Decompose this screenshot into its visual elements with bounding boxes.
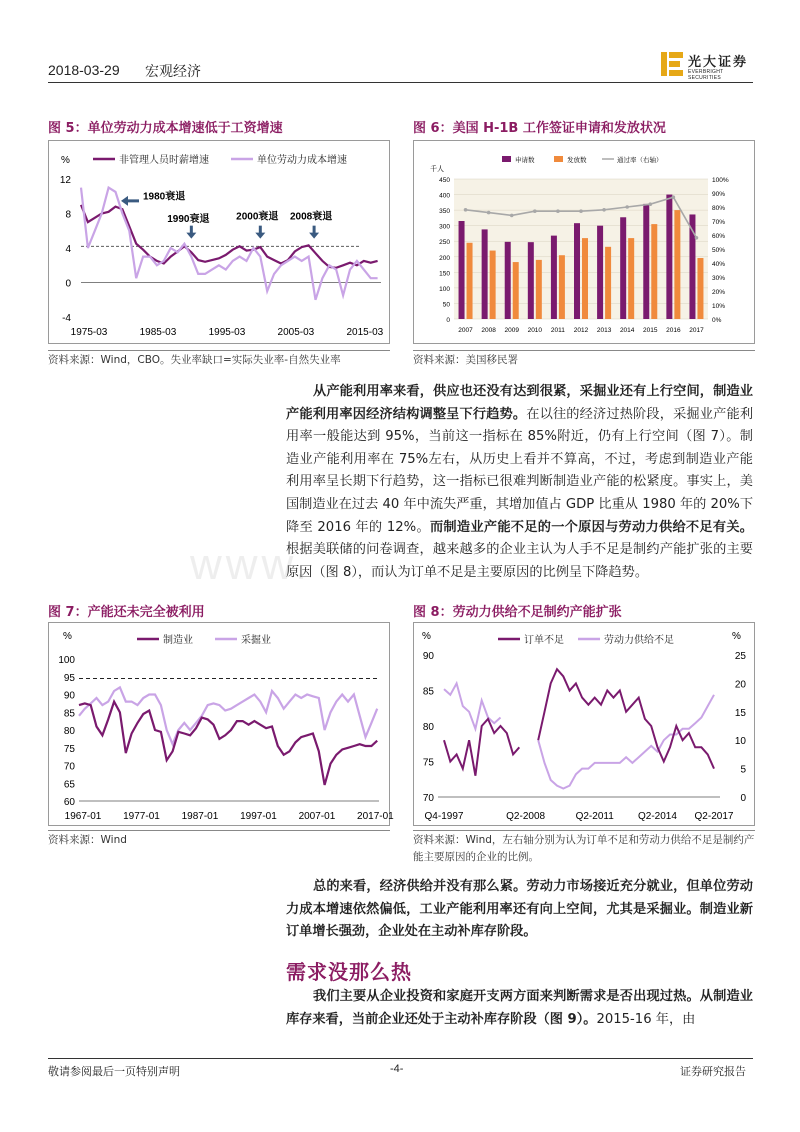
fig8-xtick: Q2-2017	[694, 811, 734, 822]
report-date: 2018-03-29	[48, 62, 120, 78]
fig7-ytick: 90	[63, 690, 75, 702]
fig6-legend-label: 发放数	[567, 157, 587, 164]
fig5-legend-ulc-label: 单位劳动力成本增速	[257, 155, 347, 166]
fig6-point-rate	[464, 208, 468, 212]
fig8-y2tick: 10	[734, 736, 746, 748]
fig7-xtick: 1997-01	[240, 811, 277, 822]
figure6-title: 图 6：美国 H-1B 工作签证申请和发放状况	[413, 121, 666, 136]
logo-mark-icon	[660, 51, 684, 77]
fig7-ytick: 75	[63, 743, 75, 755]
fig5-ytick: 8	[65, 209, 71, 221]
fig8-ytick: 75	[422, 757, 434, 769]
footer-disclaimer: 敬请参阅最后一页特别声明	[48, 1065, 180, 1078]
fig8-xtick: Q4-1997	[424, 811, 464, 822]
fig6-bar-applications	[666, 195, 672, 319]
fig8-series-line-orders	[444, 669, 714, 776]
fig6-ytick: 400	[439, 192, 450, 200]
page-number: -4-	[390, 1063, 404, 1075]
fig6-y2tick: 50%	[712, 247, 726, 254]
fig7-xtick: 1987-01	[181, 811, 219, 822]
fig6-xtick: 2013	[596, 327, 612, 334]
fig5-legend-wage-label: 非管理人员时薪增速	[119, 155, 209, 166]
fig5-arrow-head-icon	[309, 233, 319, 239]
fig6-ytick: 300	[439, 223, 450, 231]
fig6-point-rate	[625, 205, 629, 209]
paragraph-summary	[286, 876, 753, 944]
fig6-ytick: 450	[439, 177, 450, 184]
fig6-xtick: 2008	[481, 327, 496, 334]
paragraph-demand	[286, 986, 753, 1031]
fig6-bar-issued	[605, 247, 611, 319]
para1-bold1: 从产能利用率来看，供应也还没有达到很紧，采掘业还有上行空间，制造业产能利用率因经济结构调整呈下行趋势。	[286, 384, 753, 422]
fig5-ytick: 4	[65, 244, 71, 255]
fig5-series-line	[81, 205, 378, 268]
footer-divider	[48, 1058, 753, 1059]
fig5-xtick: 2015-03	[346, 327, 384, 338]
fig8-xtick: Q2-2014	[638, 811, 677, 822]
fig6-y2tick: 30%	[712, 275, 726, 282]
fig6-legend-label: 申请数	[515, 157, 535, 164]
fig6-y2tick: 10%	[712, 303, 726, 310]
fig6-xtick: 2016	[666, 327, 681, 334]
fig7-ytick: 95	[63, 672, 75, 684]
fig7-ytick: 70	[63, 761, 75, 773]
fig6-bar-applications	[643, 204, 649, 319]
fig5-annotation: 1990衰退	[167, 214, 210, 226]
fig6-xtick: 2017	[689, 327, 704, 334]
fig6-bar-issued	[697, 258, 703, 319]
fig8-ytick: 70	[422, 793, 434, 804]
figure7-title: 图 7：产能还未完全被利用	[48, 605, 205, 620]
fig8-y2tick: 20	[734, 679, 746, 691]
company-logo	[660, 50, 756, 80]
fig6-y2tick: 20%	[712, 289, 726, 296]
fig8-y2tick: 25	[734, 651, 746, 662]
para2-bold1: 总的来看，经济供给并没有那么紧。劳动力市场接近充分就业，但单位劳动力成本增速依然偏低，工业产能利用率还有向上空间，尤其是采掘业。制造业新订单增长强劲，企业处在主动补库存阶段。	[286, 879, 753, 940]
fig7-ytick: 80	[63, 726, 75, 737]
fig6-bar-issued	[467, 243, 473, 319]
fig6-ytick: 350	[439, 208, 450, 216]
figure5-chart	[48, 140, 390, 344]
fig6-xtick: 2007	[458, 327, 473, 334]
fig6-bar-applications	[459, 221, 465, 319]
fig6-bar-applications	[574, 223, 580, 319]
fig6-ytick: 100	[439, 285, 450, 293]
fig6-y2tick: 40%	[712, 261, 726, 268]
fig6-xtick: 2012	[573, 327, 589, 334]
figure6-chart	[413, 140, 755, 344]
para1-text1: 在以往的经济过热阶段，采掘业产能利用率一般能达到 95%，当前这一指标在 85%附近，仍有上行空间（图 7）。制造业产能利用率在 75%左右，从历史上看并不算高，不过，考虑到制造业产能利用率呈长期下行趋势，这一指标已很难判断制造业产能的松紧度。事实上，美国制造业在过去 40 年中流失严重，其增加值占 GDP 比重从 1980 年的 20%下降至 2016 年的 12%。	[286, 406, 754, 535]
fig8-y2tick: 5	[740, 764, 746, 776]
fig8-ytick: 90	[422, 651, 434, 662]
report-section: 宏观经济	[145, 64, 201, 80]
fig6-xtick: 2009	[504, 327, 519, 334]
fig6-y2tick: 100%	[712, 177, 729, 184]
para3-text1: 2015-16 年，由	[596, 1011, 696, 1027]
fig6-point-rate	[672, 195, 676, 199]
fig6-point-rate	[579, 209, 583, 213]
fig5-xtick: 1995-03	[208, 327, 246, 338]
fig6-bar-issued	[513, 262, 519, 319]
fig8-ytick: 85	[422, 686, 434, 698]
logo-text-en: EVERBRIGHT SECURITIES	[688, 69, 724, 81]
fig6-point-rate	[695, 236, 699, 240]
fig7-series-line	[79, 702, 377, 785]
footer-report-type: 证券研究报告	[680, 1065, 746, 1078]
fig5-annotation: 2000衰退	[236, 211, 279, 223]
fig6-xtick: 2014	[619, 327, 635, 334]
figure8-rule	[413, 830, 755, 831]
fig7-xtick: 2017-01	[357, 811, 394, 822]
fig7-ytick: 100	[58, 655, 75, 666]
watermark: www.	[190, 540, 312, 589]
fig6-y2tick: 0%	[712, 317, 722, 324]
figure8-chart	[413, 622, 755, 826]
figure7-chart	[48, 622, 394, 826]
para1-text2: 根据美联储的问卷调查，越来越多的企业主认为人手不足是制约产能扩张的主要原因（图 8），而认为订单不足是主要原因的比例呈下降趋势。	[286, 542, 753, 580]
fig5-ytick: -4	[62, 313, 71, 324]
figure6-source: 资料来源：美国移民署	[413, 354, 518, 366]
figure5-svg	[49, 141, 389, 343]
fig6-bar-applications	[528, 242, 534, 319]
fig5-annotation: 1980衰退	[143, 191, 186, 203]
fig8-y2tick: 0	[740, 793, 746, 804]
fig6-bar-applications	[505, 242, 511, 319]
fig6-bar-issued	[536, 260, 542, 319]
fig6-point-rate	[510, 214, 514, 218]
paragraph-supply	[286, 381, 753, 584]
fig8-xtick: Q2-2008	[506, 811, 546, 822]
fig8-legend-orders-label: 订单不足	[524, 635, 564, 646]
fig5-ylabel: %	[61, 155, 70, 166]
fig6-bar-applications	[551, 236, 557, 319]
fig6-legend-swatch	[554, 156, 563, 162]
fig5-xtick: 1985-03	[139, 327, 177, 338]
fig7-ytick: 60	[63, 797, 75, 808]
figure5-rule	[48, 350, 390, 351]
fig7-ytick: 65	[63, 779, 75, 791]
fig6-xtick: 2015	[643, 327, 658, 334]
fig7-ytick: 85	[63, 708, 75, 720]
header-divider	[48, 82, 753, 83]
fig7-xtick: 1967-01	[64, 811, 102, 822]
fig5-arrow-head-icon	[255, 233, 265, 239]
fig5-xtick: 1975-03	[70, 327, 108, 338]
fig6-ytick: 50	[442, 301, 450, 309]
figure6-rule	[413, 350, 755, 351]
fig5-arrow-head-icon	[186, 233, 196, 239]
figure5-source: 资料来源：Wind，CBO。失业率缺口=实际失业率-自然失业率	[48, 354, 341, 366]
fig6-legend-swatch	[502, 156, 511, 162]
fig7-xtick: 2007-01	[298, 811, 336, 822]
fig8-xtick: Q2-2011	[575, 811, 614, 822]
fig7-xtick: 1977-01	[123, 811, 160, 822]
fig6-xtick: 2011	[550, 327, 565, 334]
section-heading: 需求没那么热	[286, 960, 412, 984]
fig6-ytick: 0	[446, 317, 450, 324]
fig6-bar-issued	[674, 210, 680, 319]
para3-bold1: 我们主要从企业投资和家庭开支两方面来判断需求是否出现过热。从制造业库存来看，当前企业还处于主动补库存阶段（图 9）。	[286, 989, 753, 1027]
fig8-legend-labor-label: 劳动力供给不足	[604, 635, 674, 646]
fig7-legend-mining-label: 采掘业	[241, 635, 271, 646]
fig6-xtick: 2010	[527, 327, 543, 334]
fig6-point-rate	[556, 209, 560, 213]
fig6-ylabel: 千人	[430, 166, 444, 173]
fig5-arrow-head-icon	[121, 196, 128, 206]
fig5-annotation: 2008衰退	[289, 211, 333, 223]
fig6-ytick: 200	[439, 254, 450, 262]
fig6-point-rate	[487, 211, 491, 215]
logo-text-cn: 光大证券	[688, 55, 749, 70]
fig6-ytick: 150	[439, 270, 450, 278]
fig5-xtick: 2005-03	[277, 327, 315, 338]
fig6-bar-applications	[597, 226, 603, 319]
fig6-bar-applications	[620, 217, 626, 319]
figure8-source: 资料来源：Wind，左右轴分别为认为订单不足和劳动力供给不足是制约产能主要原因的企业的比例。	[413, 834, 755, 863]
fig6-ytick: 250	[439, 239, 450, 247]
figure7-svg	[49, 623, 394, 825]
fig6-y2tick: 60%	[712, 233, 726, 240]
fig8-ytick: 80	[422, 722, 434, 733]
figure6-svg	[414, 141, 754, 343]
figure5-title: 图 5：单位劳动力成本增速低于工资增速	[48, 121, 283, 136]
fig5-ytick: 0	[65, 278, 71, 290]
figure7-rule	[48, 830, 390, 831]
fig6-bar-issued	[628, 238, 634, 319]
fig8-ylabel: %	[422, 631, 431, 642]
fig7-ylabel: %	[63, 631, 72, 642]
fig7-legend-manufacturing-label: 制造业	[163, 635, 193, 646]
figure8-svg	[414, 623, 754, 825]
fig6-bar-applications	[482, 229, 488, 319]
fig6-legend-label: 通过率（右轴）	[617, 157, 663, 164]
fig6-y2tick: 70%	[712, 219, 726, 226]
figure7-source: 资料来源：Wind	[48, 834, 127, 846]
fig6-y2tick: 90%	[712, 191, 726, 198]
fig6-y2tick: 80%	[712, 205, 726, 212]
fig5-series-line	[81, 188, 378, 300]
fig6-bar-issued	[559, 255, 565, 319]
fig6-bar-issued	[582, 238, 588, 319]
fig6-point-rate	[533, 209, 537, 213]
fig8-y2tick: 15	[734, 707, 746, 719]
fig6-bar-issued	[490, 251, 496, 319]
fig5-ytick: 12	[59, 175, 71, 186]
para1-bold2: 而制造业产能不足的一个原因与劳动力供给不足有关。	[429, 519, 753, 535]
fig8-y2label: %	[732, 631, 741, 642]
fig6-point-rate	[648, 202, 652, 206]
fig6-point-rate	[602, 208, 606, 212]
figure8-title: 图 8：劳动力供给不足制约产能扩张	[413, 605, 622, 620]
fig6-bar-issued	[651, 224, 657, 319]
